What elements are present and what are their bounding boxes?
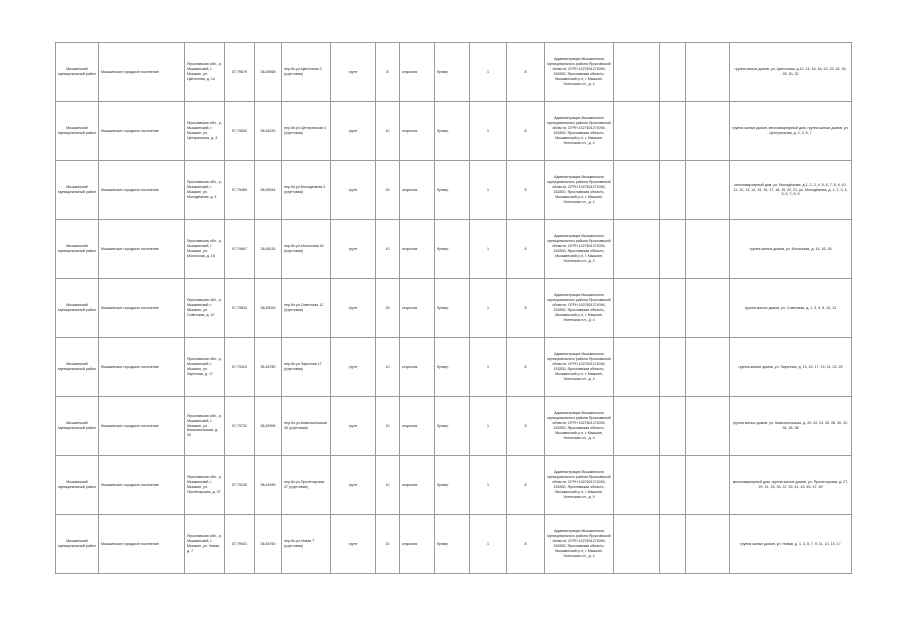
table-row <box>56 220 852 279</box>
surface-cell: грунт <box>331 43 376 102</box>
table-row <box>56 338 852 397</box>
area-cell: 10 <box>376 397 400 456</box>
container-count-cell: 1 <box>470 279 507 338</box>
empty-cell <box>686 43 730 102</box>
table-row <box>56 279 852 338</box>
settlement-cell: Мышкинское городское поселение <box>99 515 185 574</box>
empty-cell <box>686 456 730 515</box>
empty-cell <box>686 338 730 397</box>
waste-sources-cell: группа жилых домов, ул. Новая, д. 1, 3, 5, 7, 9, 11, 13, 15, 17 <box>730 515 852 574</box>
container-cell: бункер <box>435 279 470 338</box>
area-cell: 10 <box>376 220 400 279</box>
container-cell: бункер <box>435 515 470 574</box>
volume-cell: 8 <box>507 43 545 102</box>
owner-cell: Администрация Мышкинского муниципального района Ярославской области, ОГРН 1027601274094, 152830, Ярославская область, Мышкинский р-н, г. Мышкин, Успенская пл., д. 4 <box>545 161 614 220</box>
cadastral-cell: пер.Кн.ул.Заречная 17 (грунтовая) <box>282 338 331 397</box>
container-count-cell: 1 <box>470 515 507 574</box>
district-cell: Мышкинский муниципальный район <box>56 338 99 397</box>
owner-cell: Администрация Мышкинского муниципального района Ярославской области, ОГРН 1027601274094, 152830, Ярославская область, Мышкинский р-н, г. Мышкин, Успенская пл., д. 4 <box>545 102 614 161</box>
volume-cell: 8 <box>507 338 545 397</box>
owner-cell: Администрация Мышкинского муниципального района Ярославской области, ОГРН 1027601274094, 152830, Ярославская область, Мышкинский р-н, г. Мышкин, Успенская пл., д. 4 <box>545 220 614 279</box>
container-count-cell: 1 <box>470 338 507 397</box>
container-cell: бункер <box>435 43 470 102</box>
settlement-cell: Мышкинское городское поселение <box>99 456 185 515</box>
site-type-cell: открытая <box>400 279 435 338</box>
container-cell: бункер <box>435 338 470 397</box>
site-type-cell: открытая <box>400 456 435 515</box>
area-cell: 10 <box>376 338 400 397</box>
address-cell: Ярославская обл., р. Мышкинский, г. Мышкин, ул. Молодёжная, д. 4 <box>185 161 225 220</box>
address-cell: Ярославская обл., р. Мышкинский, г. Мышкин, ул. Комсомольская, д. 30 <box>185 397 225 456</box>
empty-cell <box>660 161 686 220</box>
site-type-cell: открытая <box>400 102 435 161</box>
volume-cell: 8 <box>507 220 545 279</box>
volume-cell: 8 <box>507 102 545 161</box>
settlement-cell: Мышкинское городское поселение <box>99 161 185 220</box>
empty-cell <box>686 279 730 338</box>
district-cell: Мышкинский муниципальный район <box>56 102 99 161</box>
longitude-cell: 38,45115 <box>255 220 282 279</box>
site-type-cell: открытая <box>400 397 435 456</box>
volume-cell: 8 <box>507 397 545 456</box>
empty-cell <box>660 515 686 574</box>
waste-sources-cell: группа жилых домов, многоквартирный дом, группа жилых домов, ул. Центральная, д. 2, 3, 5, 7 <box>730 102 852 161</box>
container-count-cell: 1 <box>470 43 507 102</box>
empty-cell <box>614 515 660 574</box>
address-cell: Ярославская обл., р. Мышкинский, г. Мышкин, ул. Заречная, д. 17 <box>185 338 225 397</box>
surface-cell: грунт <box>331 220 376 279</box>
settlement-cell: Мышкинское городское поселение <box>99 397 185 456</box>
latitude-cell: 57,79634 <box>225 279 255 338</box>
waste-sources-cell: многоквартирный дом, группа жилых домов, ул. Пролетарская, д. 27, 29, 31, 33, 35, 37, 39, 41, 43, 45, 47, 49 <box>730 456 852 515</box>
address-cell: Ярославская обл., р. Мышкинский, г. Мышкин, ул. Цветочная, д. 14 <box>185 43 225 102</box>
settlement-cell: Мышкинское городское поселение <box>99 43 185 102</box>
empty-cell <box>686 102 730 161</box>
container-cell: бункер <box>435 397 470 456</box>
longitude-cell: 38,45750 <box>255 515 282 574</box>
container-cell: бункер <box>435 456 470 515</box>
area-cell: 10 <box>376 515 400 574</box>
district-cell: Мышкинский муниципальный район <box>56 279 99 338</box>
empty-cell <box>686 161 730 220</box>
empty-cell <box>660 397 686 456</box>
latitude-cell: 57,79489 <box>225 161 255 220</box>
empty-cell <box>660 456 686 515</box>
waste-sources-cell: группа жилых домов, ул. Советская, д. 1, 3, 5, 8, 10, 12 <box>730 279 852 338</box>
surface-cell: грунт <box>331 102 376 161</box>
latitude-cell: 57,79921 <box>225 515 255 574</box>
waste-sources-cell: группа жилых домов, ул. Цветочная, д.12, 14, 16, 18, 20, 22, 24, 26, 28, 30, 32 <box>730 43 852 102</box>
area-cell: 25 <box>376 161 400 220</box>
cadastral-cell: пер.Кн.ул.Молодёжная 4 (грунтовая) <box>282 161 331 220</box>
surface-cell: грунт <box>331 456 376 515</box>
container-count-cell: 1 <box>470 397 507 456</box>
longitude-cell: 38,45090 <box>255 279 282 338</box>
owner-cell: Администрация Мышкинского муниципального района Ярославской области, ОГРН 1027601274094, 152830, Ярославская область, Мышкинский р-н, г. Мышкин, Успенская пл., д. 4 <box>545 515 614 574</box>
cadastral-cell: пер.Кн.ул.Пролетарская 37 (грунтовая) <box>282 456 331 515</box>
empty-cell <box>686 220 730 279</box>
area-cell: 25 <box>376 279 400 338</box>
latitude-cell: 57,79679 <box>225 43 255 102</box>
area-cell: 10 <box>376 102 400 161</box>
surface-cell: грунт <box>331 338 376 397</box>
volume-cell: 8 <box>507 279 545 338</box>
settlement-cell: Мышкинское городское поселение <box>99 102 185 161</box>
area-cell: 8 <box>376 43 400 102</box>
site-type-cell: открытая <box>400 338 435 397</box>
site-type-cell: открытая <box>400 43 435 102</box>
owner-cell: Администрация Мышкинского муниципального района Ярославской области, ОГРН 1027601274094, 152830, Ярославская область, Мышкинский р-н, г. Мышкин, Успенская пл., д. 4 <box>545 397 614 456</box>
table-row <box>56 102 852 161</box>
empty-cell <box>614 102 660 161</box>
settlement-cell: Мышкинское городское поселение <box>99 338 185 397</box>
district-cell: Мышкинский муниципальный район <box>56 456 99 515</box>
container-cell: бункер <box>435 102 470 161</box>
cadastral-cell: пер.Кн.ул.Советская 12 (грунтовая) <box>282 279 331 338</box>
address-cell: Ярославская обл., р. Мышкинский, г. Мышкин, ул. Мологская, д. 16 <box>185 220 225 279</box>
site-type-cell: открытая <box>400 161 435 220</box>
waste-sources-cell: группа жилых домов, ул. Заречная, д. 13, 15, 17, 19, 21, 23, 25 <box>730 338 852 397</box>
district-cell: Мышкинский муниципальный район <box>56 43 99 102</box>
empty-cell <box>686 515 730 574</box>
district-cell: Мышкинский муниципальный район <box>56 161 99 220</box>
empty-cell <box>614 456 660 515</box>
longitude-cell: 38,45230 <box>255 102 282 161</box>
empty-cell <box>660 102 686 161</box>
address-cell: Ярославская обл., р. Мышкинский, г. Мышкин, ул. Центральная, д. 3 <box>185 102 225 161</box>
volume-cell: 8 <box>507 456 545 515</box>
table-body <box>56 43 852 574</box>
address-cell: Ярославская обл., р. Мышкинский, г. Мышкин, ул. Советская, д. 12 <box>185 279 225 338</box>
table-row <box>56 515 852 574</box>
empty-cell <box>614 43 660 102</box>
table-row <box>56 43 852 102</box>
table-row <box>56 397 852 456</box>
site-type-cell: открытая <box>400 515 435 574</box>
empty-cell <box>660 220 686 279</box>
empty-cell <box>660 279 686 338</box>
surface-cell: грунт <box>331 279 376 338</box>
container-count-cell: 1 <box>470 102 507 161</box>
empty-cell <box>614 279 660 338</box>
waste-sources-cell: группа жилых домов, ул. Мологская, д. 14, 16, 18 <box>730 220 852 279</box>
address-cell: Ярославская обл., р. Мышкинский, г. Мышкин, ул. Пролетарская, д. 37 <box>185 456 225 515</box>
district-cell: Мышкинский муниципальный район <box>56 220 99 279</box>
cadastral-cell: пер.Кн.ул.Центральная 3 (грунтовая) <box>282 102 331 161</box>
surface-cell: грунт <box>331 515 376 574</box>
waste-sources-cell: группа жилых домов, ул. Комсомольская, д. 20, 22, 24, 26, 28, 30, 32, 34, 36, 38 <box>730 397 852 456</box>
longitude-cell: 38,45568 <box>255 43 282 102</box>
owner-cell: Администрация Мышкинского муниципального района Ярославской области, ОГРН 1027601274094, 152830, Ярославская область, Мышкинский р-н, г. Мышкин, Успенская пл., д. 4 <box>545 279 614 338</box>
settlement-cell: Мышкинское городское поселение <box>99 279 185 338</box>
owner-cell: Администрация Мышкинского муниципального района Ярославской области, ОГРН 1027601274094, 152830, Ярославская область, Мышкинский р-н, г. Мышкин, Успенская пл., д. 4 <box>545 43 614 102</box>
address-cell: Ярославская обл., р. Мышкинский, г. Мышкин, ул. Новая, д. 7 <box>185 515 225 574</box>
container-cell: бункер <box>435 161 470 220</box>
empty-cell <box>686 397 730 456</box>
table-row <box>56 456 852 515</box>
container-count-cell: 1 <box>470 456 507 515</box>
latitude-cell: 57,79732 <box>225 397 255 456</box>
table-row <box>56 161 852 220</box>
cadastral-cell: пер.Кн.ул.Цветочная 2 (грунтовая) <box>282 43 331 102</box>
cadastral-cell: пер.Кн.ул.Мологская 16 (грунтовая) <box>282 220 331 279</box>
latitude-cell: 57,79667 <box>225 220 255 279</box>
empty-cell <box>614 220 660 279</box>
settlement-cell: Мышкинское городское поселение <box>99 220 185 279</box>
volume-cell: 8 <box>507 515 545 574</box>
longitude-cell: 38,45780 <box>255 338 282 397</box>
surface-cell: грунт <box>331 397 376 456</box>
empty-cell <box>660 338 686 397</box>
cadastral-cell: пер.Кн.ул.Комсомольская 30 (грунтовая) <box>282 397 331 456</box>
waste-sites-table <box>55 42 852 574</box>
longitude-cell: 38,45996 <box>255 397 282 456</box>
empty-cell <box>614 397 660 456</box>
longitude-cell: 38,45944 <box>255 161 282 220</box>
waste-sources-cell: многоквартирный дом, ул. Молодёжная, д.1, 2, 3, 4, 5, 6, 7, 8, 9, 10, 11, 12, 13, 14, 15, 16, 17, 18, 19, 20, 21, ул. Молодёжная, д. 1, 2, 3, 4, 5, 6, 7, 8, 9 <box>730 161 852 220</box>
volume-cell: 8 <box>507 161 545 220</box>
empty-cell <box>660 43 686 102</box>
district-cell: Мышкинский муниципальный район <box>56 397 99 456</box>
container-count-cell: 1 <box>470 161 507 220</box>
latitude-cell: 57,79424 <box>225 338 255 397</box>
latitude-cell: 57,79245 <box>225 456 255 515</box>
owner-cell: Администрация Мышкинского муниципального района Ярославской области, ОГРН 1027601274094, 152830, Ярославская область, Мышкинский р-н, г. Мышкин, Успенская пл., д. 4 <box>545 456 614 515</box>
cadastral-cell: пер.Кн.ул.Новая 7 (грунтовая) <box>282 515 331 574</box>
owner-cell: Администрация Мышкинского муниципального района Ярославской области, ОГРН 1027601274094, 152830, Ярославская область, Мышкинский р-н, г. Мышкин, Успенская пл., д. 4 <box>545 338 614 397</box>
container-count-cell: 1 <box>470 220 507 279</box>
area-cell: 10 <box>376 456 400 515</box>
site-type-cell: открытая <box>400 220 435 279</box>
district-cell: Мышкинский муниципальный район <box>56 515 99 574</box>
empty-cell <box>614 338 660 397</box>
longitude-cell: 38,44945 <box>255 456 282 515</box>
container-cell: бункер <box>435 220 470 279</box>
latitude-cell: 57,79652 <box>225 102 255 161</box>
empty-cell <box>614 161 660 220</box>
surface-cell: грунт <box>331 161 376 220</box>
